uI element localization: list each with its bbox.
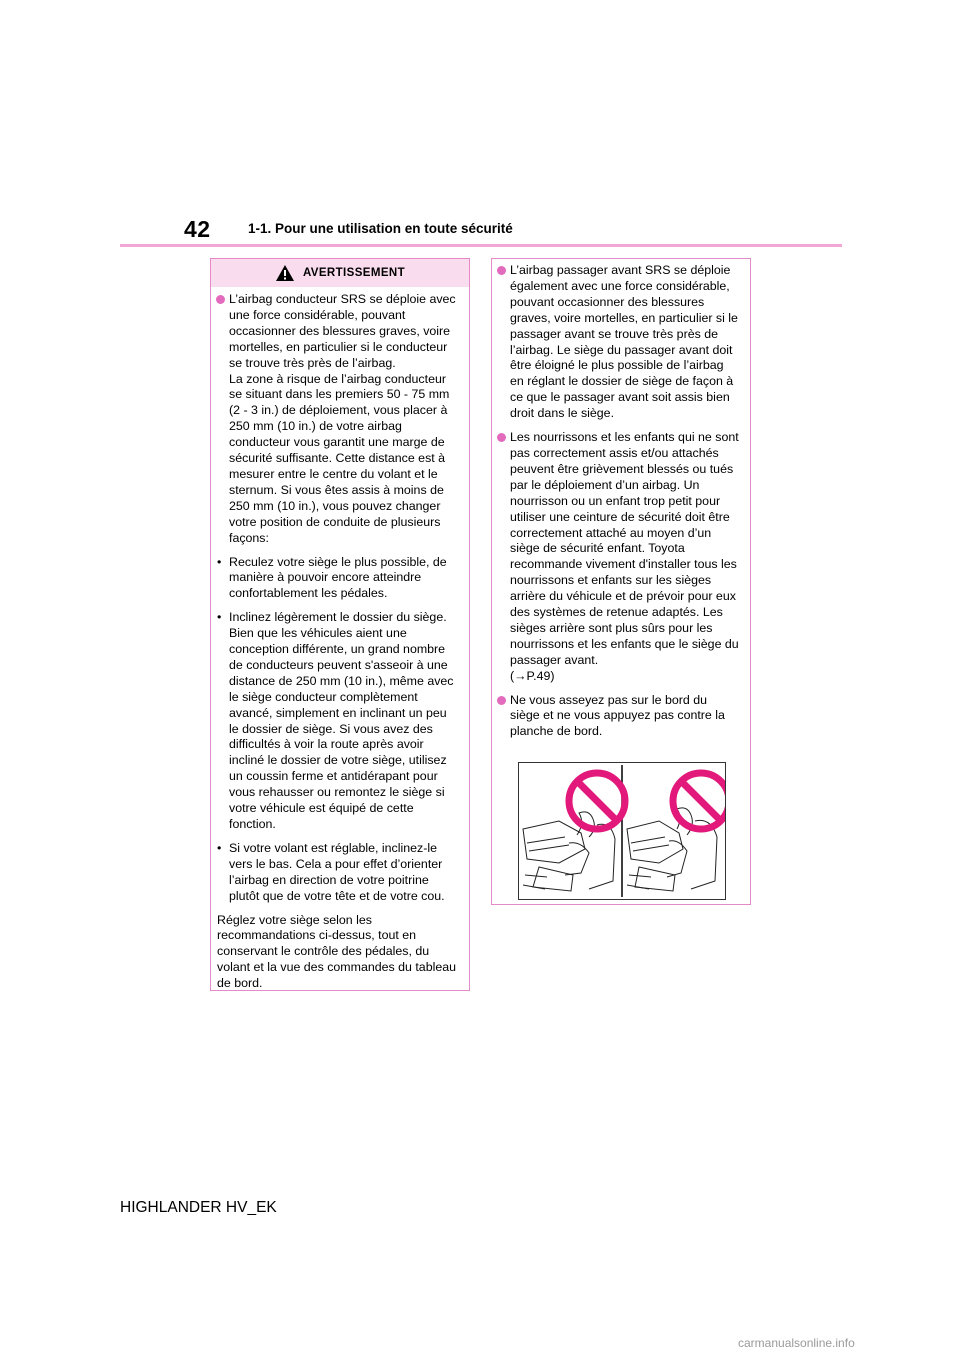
header-rule: [120, 244, 842, 247]
warning-title: AVERTISSEMENT: [302, 267, 406, 279]
sub-list-item: [211, 555, 459, 603]
sub-bullet-mark: •: [217, 554, 222, 569]
sub-bullet-mark: •: [217, 610, 222, 625]
list-item: [492, 263, 740, 422]
sub-list-item-text: Inclinez légèrement le dossier du siège. Bien que les véhicules aient une conception différente, un grand nombre de conducteurs peuvent s'asseoir à une distance de 250 mm (10 in.), même avec le siège conducteur complètement avancé, simplement en inclinant un peu le dossier de siège. Si vous avez des difficultés à voir la route après avoir incliné le dossier de votre siège, utilisez un coussin ferme et antidérapant pour vous rehausser ou remontez le siège si votre véhicule est équipé de cette fonction.: [229, 610, 454, 831]
warning-box-left: [210, 258, 470, 991]
sub-list-item: [211, 841, 459, 905]
warning-header: [211, 259, 469, 287]
sub-list-item-text: Si votre volant est réglable, inclinez-le vers le bas. Cela a pour effet d’orienter l’airbag en direction de votre poitrine plutôt que de votre tête et de votre cou.: [229, 840, 445, 903]
illustration-svg: [519, 763, 725, 899]
prohibition-sign-icon: [569, 773, 625, 829]
section-title: 1-1. Pour une utilisation en toute sécurité: [248, 221, 513, 236]
footer-model: HIGHLANDER HV_EK: [120, 1199, 277, 1216]
seating-illustration: [518, 762, 726, 900]
list-item: [492, 693, 740, 741]
bullet-dot-icon: [497, 696, 506, 705]
warning-box-right: [491, 258, 751, 905]
list-item-text: Les nourrissons et les enfants qui ne sont pas correctement assis et/ou attachés peuvent être grièvement blessés ou tués par le déploiement d’un airbag. Un nourrisson ou un enfant trop petit pour utiliser une ceinture de sécurité doit être correctement attaché au moyen d’un siège de sécurité enfant. Toyota recommande vivement d'installer tous les nourrissons et enfants sur les sièges arrière du véhicule et de prévoir pour eux des systèmes de retenue adaptés. Les sièges arrière sont plus sûrs pour les nourrissons et les enfants que le siège du passager avant.: [510, 430, 739, 667]
list-item-text: L’airbag conducteur SRS se déploie avec une force considérable, pouvant occasionner des blessures graves, voire mortelles, en particulier si le conducteur se trouve très près de l’airbag. La zone à risque de l’airbag conducteur se situant dans les premiers 50 - 75 mm (2 - 3 in.) de déploiement, vous placer à 250 mm (10 in.) de votre airbag conducteur vous garantit une marge de sécurité suffisante. Cette distance est à mesurer entre le centre du volant et le sternum. Si vous êtes assis à moins de 250 mm (10 in.), vous pouvez changer votre position de conduite de plusieurs façons:: [229, 292, 456, 545]
sub-list-item-text: Reculez votre siège le plus possible, de manière à pouvoir encore atteindre confortablement les pédales.: [229, 554, 447, 601]
page-number: 42: [184, 216, 211, 242]
list-item-text: Ne vous asseyez pas sur le bord du siège et ne vous appuyez pas contre la planche de bord.: [510, 692, 725, 739]
warning-triangle-icon: [275, 264, 295, 282]
watermark: carmanualsonline.info: [738, 1336, 855, 1350]
list-item: [492, 430, 740, 685]
list-item-text: L’airbag passager avant SRS se déploie également avec une force considérable, pouvant occasionner des blessures graves, voire mortelles, en particulier si le passager avant se trouve très près de l’airbag. Le siège du passager avant doit être éloigné le plus possible de l’airbag en réglant le dossier de siège de façon à ce que le passager avant soit assis bien droit dans le siège.: [510, 263, 738, 421]
list-item: [211, 292, 459, 547]
sub-bullet-mark: •: [217, 840, 222, 855]
page-reference-link[interactable]: (→P.49): [510, 668, 555, 683]
closing-paragraph: Réglez votre siège selon les recommandations ci-dessus, tout en conservant le contrôle des pédales, du volant et la vue des commandes du tableau de bord.: [217, 912, 457, 991]
bullet-dot-icon: [497, 433, 506, 442]
bullet-dot-icon: [216, 295, 225, 304]
bullet-dot-icon: [497, 266, 506, 275]
sub-list-item: [211, 610, 459, 833]
right-scene: [627, 808, 717, 891]
left-scene: [523, 812, 615, 891]
